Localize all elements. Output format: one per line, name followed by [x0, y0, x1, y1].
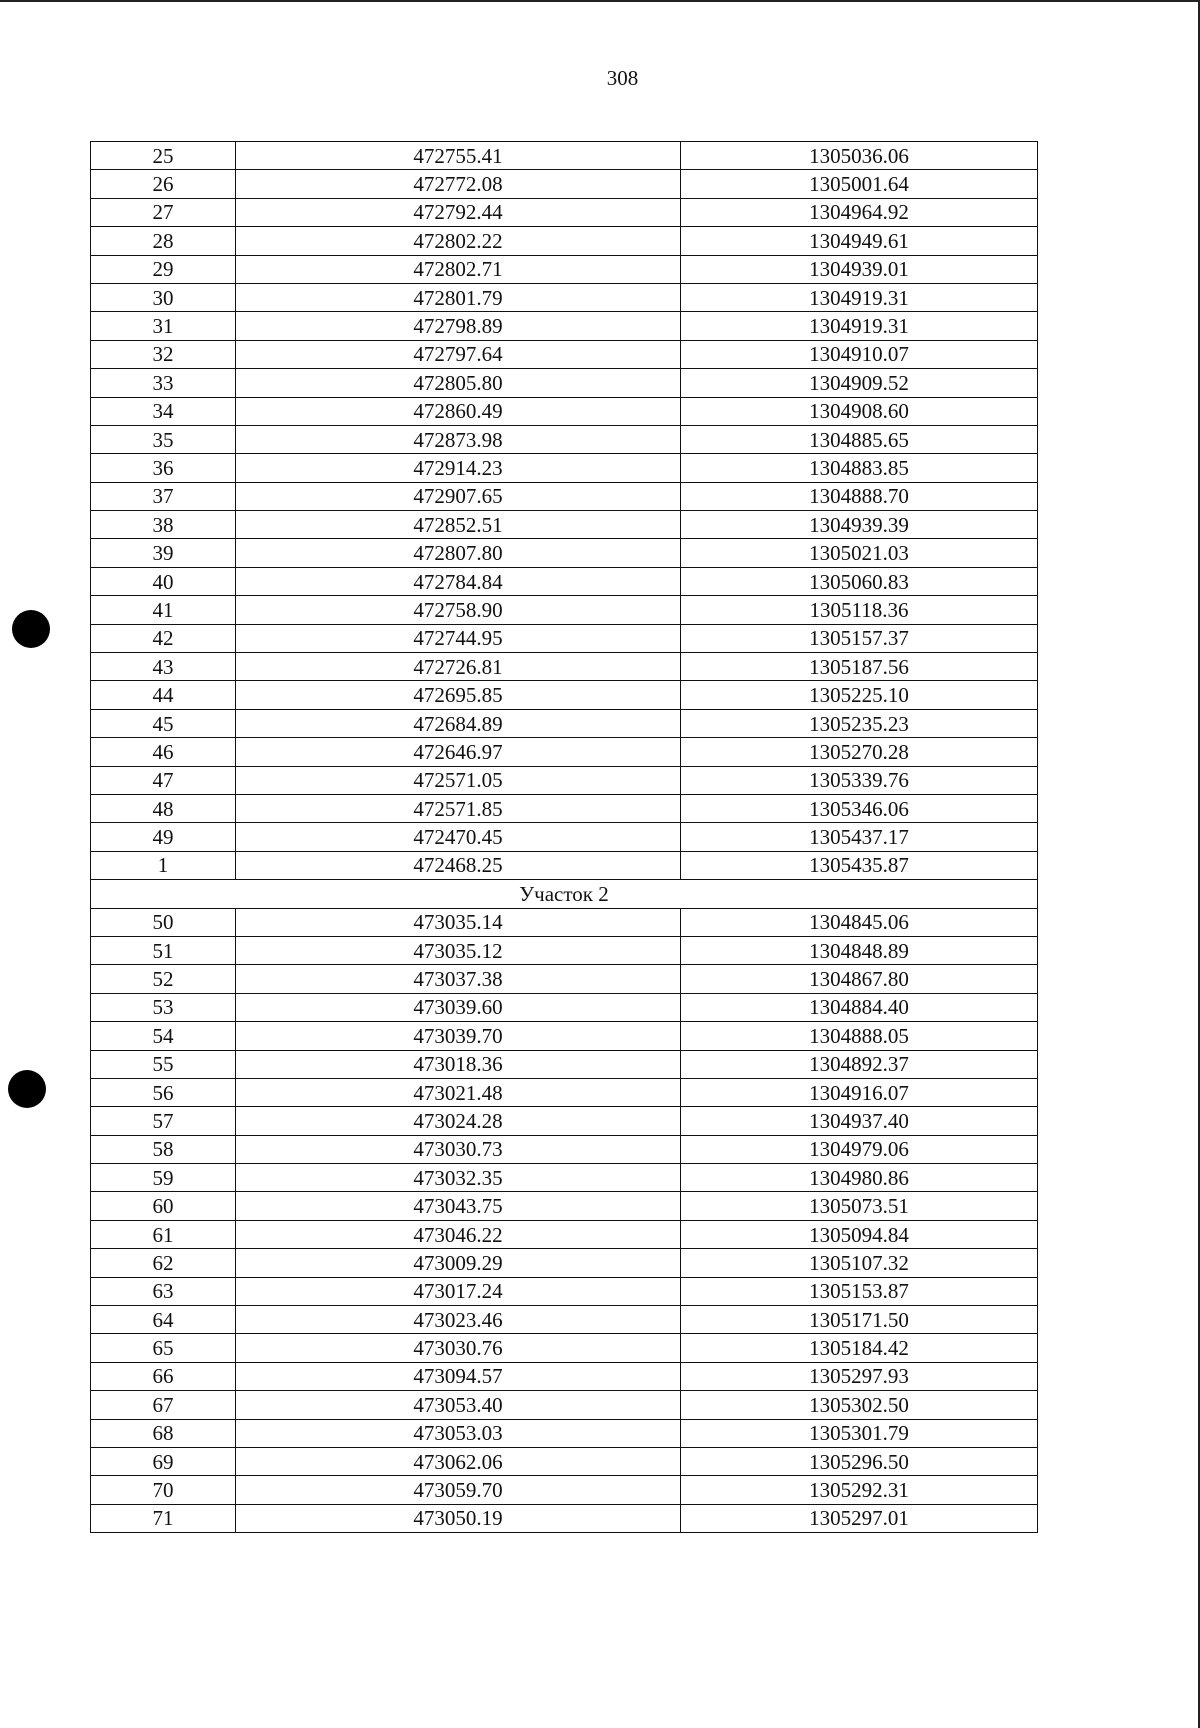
y-coordinate-cell: 1304937.40 [681, 1107, 1038, 1135]
point-number-cell: 71 [91, 1504, 236, 1532]
point-number-cell: 66 [91, 1362, 236, 1390]
x-coordinate-cell: 473017.24 [236, 1277, 681, 1305]
y-coordinate-cell: 1304888.05 [681, 1022, 1038, 1050]
point-number-cell: 31 [91, 312, 236, 340]
y-coordinate-cell: 1304908.60 [681, 397, 1038, 425]
table-row [91, 766, 1038, 794]
x-coordinate-cell: 473021.48 [236, 1078, 681, 1106]
table-row [91, 908, 1038, 936]
point-number-cell: 56 [91, 1078, 236, 1106]
table-row [91, 454, 1038, 482]
table-row [91, 1447, 1038, 1475]
x-coordinate-cell: 472802.22 [236, 227, 681, 255]
x-coordinate-cell: 473030.76 [236, 1334, 681, 1362]
x-coordinate-cell: 473032.35 [236, 1164, 681, 1192]
point-number-cell: 32 [91, 340, 236, 368]
y-coordinate-cell: 1305021.03 [681, 539, 1038, 567]
point-number-cell: 51 [91, 936, 236, 964]
point-number-cell: 70 [91, 1476, 236, 1504]
x-coordinate-cell: 473062.06 [236, 1447, 681, 1475]
x-coordinate-cell: 472571.05 [236, 766, 681, 794]
table-row [91, 369, 1038, 397]
table-row [91, 1277, 1038, 1305]
y-coordinate-cell: 1304964.92 [681, 198, 1038, 226]
punch-hole-bottom [8, 1070, 46, 1108]
point-number-cell: 41 [91, 596, 236, 624]
y-coordinate-cell: 1304848.89 [681, 936, 1038, 964]
x-coordinate-cell: 473035.14 [236, 908, 681, 936]
x-coordinate-cell: 473039.70 [236, 1022, 681, 1050]
point-number-cell: 64 [91, 1306, 236, 1334]
y-coordinate-cell: 1305301.79 [681, 1419, 1038, 1447]
point-number-cell: 62 [91, 1249, 236, 1277]
point-number-cell: 39 [91, 539, 236, 567]
x-coordinate-cell: 472798.89 [236, 312, 681, 340]
x-coordinate-cell: 472797.64 [236, 340, 681, 368]
x-coordinate-cell: 472646.97 [236, 738, 681, 766]
x-coordinate-cell: 473018.36 [236, 1050, 681, 1078]
x-coordinate-cell: 472755.41 [236, 142, 681, 170]
x-coordinate-cell: 472784.84 [236, 567, 681, 595]
table-row [91, 170, 1038, 198]
x-coordinate-cell: 472860.49 [236, 397, 681, 425]
point-number-cell: 43 [91, 653, 236, 681]
y-coordinate-cell: 1304883.85 [681, 454, 1038, 482]
y-coordinate-cell: 1304892.37 [681, 1050, 1038, 1078]
x-coordinate-cell: 472744.95 [236, 624, 681, 652]
table-row [91, 255, 1038, 283]
x-coordinate-cell: 472801.79 [236, 283, 681, 311]
table-row [91, 539, 1038, 567]
y-coordinate-cell: 1304884.40 [681, 993, 1038, 1021]
point-number-cell: 61 [91, 1220, 236, 1248]
x-coordinate-cell: 472907.65 [236, 482, 681, 510]
y-coordinate-cell: 1305302.50 [681, 1391, 1038, 1419]
x-coordinate-cell: 473043.75 [236, 1192, 681, 1220]
x-coordinate-cell: 473023.46 [236, 1306, 681, 1334]
table-row [91, 1306, 1038, 1334]
point-number-cell: 45 [91, 709, 236, 737]
table-row [91, 709, 1038, 737]
table-row [91, 1504, 1038, 1532]
point-number-cell: 49 [91, 823, 236, 851]
x-coordinate-cell: 473030.73 [236, 1135, 681, 1163]
table-row [91, 1249, 1038, 1277]
section-title: Участок 2 [91, 880, 1038, 908]
y-coordinate-cell: 1304909.52 [681, 369, 1038, 397]
table-row [91, 596, 1038, 624]
point-number-cell: 28 [91, 227, 236, 255]
y-coordinate-cell: 1304979.06 [681, 1135, 1038, 1163]
table-row [91, 511, 1038, 539]
x-coordinate-cell: 473039.60 [236, 993, 681, 1021]
x-coordinate-cell: 472807.80 [236, 539, 681, 567]
x-coordinate-cell: 472470.45 [236, 823, 681, 851]
table-row [91, 794, 1038, 822]
section-header-row [91, 880, 1038, 908]
point-number-cell: 69 [91, 1447, 236, 1475]
table-row [91, 1050, 1038, 1078]
y-coordinate-cell: 1304916.07 [681, 1078, 1038, 1106]
point-number-cell: 46 [91, 738, 236, 766]
table-row [91, 283, 1038, 311]
x-coordinate-cell: 472772.08 [236, 170, 681, 198]
point-number-cell: 29 [91, 255, 236, 283]
table-row [91, 425, 1038, 453]
x-coordinate-cell: 473053.40 [236, 1391, 681, 1419]
y-coordinate-cell: 1305225.10 [681, 681, 1038, 709]
point-number-cell: 1 [91, 851, 236, 879]
y-coordinate-cell: 1305118.36 [681, 596, 1038, 624]
table-row [91, 397, 1038, 425]
y-coordinate-cell: 1305171.50 [681, 1306, 1038, 1334]
y-coordinate-cell: 1305270.28 [681, 738, 1038, 766]
table-row [91, 653, 1038, 681]
point-number-cell: 52 [91, 965, 236, 993]
y-coordinate-cell: 1305094.84 [681, 1220, 1038, 1248]
x-coordinate-cell: 472695.85 [236, 681, 681, 709]
point-number-cell: 25 [91, 142, 236, 170]
point-number-cell: 38 [91, 511, 236, 539]
coordinates-table-body [91, 142, 1038, 1533]
y-coordinate-cell: 1305073.51 [681, 1192, 1038, 1220]
point-number-cell: 26 [91, 170, 236, 198]
x-coordinate-cell: 472792.44 [236, 198, 681, 226]
y-coordinate-cell: 1305184.42 [681, 1334, 1038, 1362]
y-coordinate-cell: 1305060.83 [681, 567, 1038, 595]
x-coordinate-cell: 472571.85 [236, 794, 681, 822]
punch-hole-top [12, 610, 50, 648]
y-coordinate-cell: 1305297.93 [681, 1362, 1038, 1390]
table-row [91, 965, 1038, 993]
point-number-cell: 59 [91, 1164, 236, 1192]
table-row [91, 823, 1038, 851]
y-coordinate-cell: 1304949.61 [681, 227, 1038, 255]
x-coordinate-cell: 473094.57 [236, 1362, 681, 1390]
table-row [91, 1334, 1038, 1362]
y-coordinate-cell: 1304867.80 [681, 965, 1038, 993]
table-row [91, 142, 1038, 170]
x-coordinate-cell: 472914.23 [236, 454, 681, 482]
point-number-cell: 50 [91, 908, 236, 936]
table-row [91, 1220, 1038, 1248]
x-coordinate-cell: 472684.89 [236, 709, 681, 737]
y-coordinate-cell: 1304845.06 [681, 908, 1038, 936]
y-coordinate-cell: 1305296.50 [681, 1447, 1038, 1475]
y-coordinate-cell: 1304919.31 [681, 283, 1038, 311]
point-number-cell: 37 [91, 482, 236, 510]
table-row [91, 340, 1038, 368]
point-number-cell: 57 [91, 1107, 236, 1135]
x-coordinate-cell: 472758.90 [236, 596, 681, 624]
point-number-cell: 33 [91, 369, 236, 397]
point-number-cell: 55 [91, 1050, 236, 1078]
x-coordinate-cell: 472726.81 [236, 653, 681, 681]
table-row [91, 198, 1038, 226]
y-coordinate-cell: 1305235.23 [681, 709, 1038, 737]
y-coordinate-cell: 1305001.64 [681, 170, 1038, 198]
y-coordinate-cell: 1304885.65 [681, 425, 1038, 453]
x-coordinate-cell: 472873.98 [236, 425, 681, 453]
page-number: 308 [606, 66, 639, 90]
table-row [91, 1362, 1038, 1390]
x-coordinate-cell: 473050.19 [236, 1504, 681, 1532]
x-coordinate-cell: 473037.38 [236, 965, 681, 993]
point-number-cell: 34 [91, 397, 236, 425]
point-number-cell: 42 [91, 624, 236, 652]
table-row [91, 1192, 1038, 1220]
table-row [91, 738, 1038, 766]
point-number-cell: 58 [91, 1135, 236, 1163]
x-coordinate-cell: 473046.22 [236, 1220, 681, 1248]
table-row [91, 482, 1038, 510]
point-number-cell: 53 [91, 993, 236, 1021]
point-number-cell: 27 [91, 198, 236, 226]
point-number-cell: 36 [91, 454, 236, 482]
y-coordinate-cell: 1305297.01 [681, 1504, 1038, 1532]
y-coordinate-cell: 1305292.31 [681, 1476, 1038, 1504]
x-coordinate-cell: 473009.29 [236, 1249, 681, 1277]
point-number-cell: 65 [91, 1334, 236, 1362]
x-coordinate-cell: 473059.70 [236, 1476, 681, 1504]
point-number-cell: 44 [91, 681, 236, 709]
y-coordinate-cell: 1304910.07 [681, 340, 1038, 368]
y-coordinate-cell: 1305346.06 [681, 794, 1038, 822]
y-coordinate-cell: 1305339.76 [681, 766, 1038, 794]
point-number-cell: 68 [91, 1419, 236, 1447]
point-number-cell: 67 [91, 1391, 236, 1419]
y-coordinate-cell: 1305153.87 [681, 1277, 1038, 1305]
y-coordinate-cell: 1304919.31 [681, 312, 1038, 340]
table-row [91, 1107, 1038, 1135]
table-row [91, 936, 1038, 964]
coordinates-table [90, 141, 1038, 1533]
point-number-cell: 35 [91, 425, 236, 453]
table-row [91, 312, 1038, 340]
table-row [91, 851, 1038, 879]
point-number-cell: 60 [91, 1192, 236, 1220]
y-coordinate-cell: 1305157.37 [681, 624, 1038, 652]
point-number-cell: 40 [91, 567, 236, 595]
y-coordinate-cell: 1305187.56 [681, 653, 1038, 681]
table-row [91, 227, 1038, 255]
table-row [91, 1419, 1038, 1447]
y-coordinate-cell: 1304888.70 [681, 482, 1038, 510]
table-row [91, 567, 1038, 595]
point-number-cell: 48 [91, 794, 236, 822]
table-row [91, 1391, 1038, 1419]
y-coordinate-cell: 1305036.06 [681, 142, 1038, 170]
y-coordinate-cell: 1304980.86 [681, 1164, 1038, 1192]
table-row [91, 1078, 1038, 1106]
x-coordinate-cell: 473035.12 [236, 936, 681, 964]
point-number-cell: 54 [91, 1022, 236, 1050]
y-coordinate-cell: 1305435.87 [681, 851, 1038, 879]
table-row [91, 624, 1038, 652]
x-coordinate-cell: 472468.25 [236, 851, 681, 879]
x-coordinate-cell: 472802.71 [236, 255, 681, 283]
table-row [91, 1164, 1038, 1192]
table-row [91, 1135, 1038, 1163]
table-row [91, 993, 1038, 1021]
point-number-cell: 47 [91, 766, 236, 794]
table-row [91, 1476, 1038, 1504]
x-coordinate-cell: 473053.03 [236, 1419, 681, 1447]
point-number-cell: 30 [91, 283, 236, 311]
y-coordinate-cell: 1305437.17 [681, 823, 1038, 851]
x-coordinate-cell: 473024.28 [236, 1107, 681, 1135]
y-coordinate-cell: 1304939.01 [681, 255, 1038, 283]
table-row [91, 1022, 1038, 1050]
y-coordinate-cell: 1304939.39 [681, 511, 1038, 539]
x-coordinate-cell: 472852.51 [236, 511, 681, 539]
x-coordinate-cell: 472805.80 [236, 369, 681, 397]
y-coordinate-cell: 1305107.32 [681, 1249, 1038, 1277]
table-row [91, 681, 1038, 709]
point-number-cell: 63 [91, 1277, 236, 1305]
